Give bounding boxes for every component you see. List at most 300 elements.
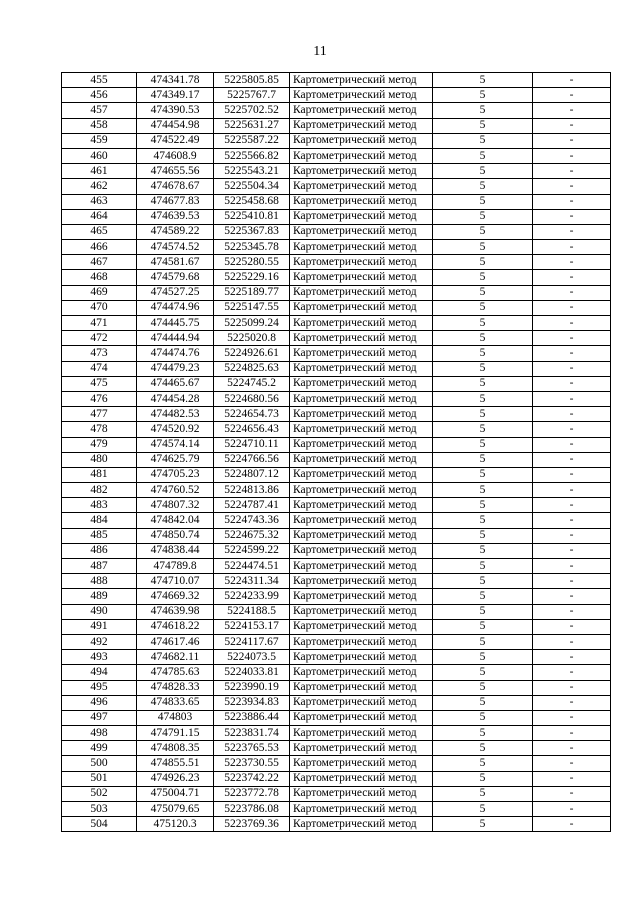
table-row: [62, 604, 611, 619]
method-cell: Картометрический метод: [290, 346, 433, 361]
x-coordinate-cell: 474639.53: [137, 209, 214, 224]
point-number-cell: 462: [62, 179, 137, 194]
table-row: [62, 194, 611, 209]
y-coordinate-cell: 5225410.81: [214, 209, 290, 224]
table-row: [62, 300, 611, 315]
accuracy-cell: 5: [433, 164, 533, 179]
note-cell: -: [533, 710, 611, 725]
note-cell: -: [533, 756, 611, 771]
x-coordinate-cell: 475079.65: [137, 802, 214, 817]
x-coordinate-cell: 474454.98: [137, 118, 214, 133]
y-coordinate-cell: 5225020.8: [214, 331, 290, 346]
point-number-cell: 459: [62, 133, 137, 148]
note-cell: -: [533, 771, 611, 786]
accuracy-cell: 5: [433, 604, 533, 619]
note-cell: -: [533, 270, 611, 285]
accuracy-cell: 5: [433, 665, 533, 680]
method-cell: Картометрический метод: [290, 437, 433, 452]
accuracy-cell: 5: [433, 589, 533, 604]
method-cell: Картометрический метод: [290, 695, 433, 710]
table-row: [62, 619, 611, 634]
point-number-cell: 496: [62, 695, 137, 710]
accuracy-cell: 5: [433, 148, 533, 163]
method-cell: Картометрический метод: [290, 194, 433, 209]
table-row: [62, 270, 611, 285]
accuracy-cell: 5: [433, 391, 533, 406]
x-coordinate-cell: 474838.44: [137, 543, 214, 558]
point-number-cell: 475: [62, 376, 137, 391]
accuracy-cell: 5: [433, 634, 533, 649]
point-number-cell: 478: [62, 422, 137, 437]
x-coordinate-cell: 474390.53: [137, 103, 214, 118]
method-cell: Картометрический метод: [290, 513, 433, 528]
note-cell: -: [533, 422, 611, 437]
accuracy-cell: 5: [433, 756, 533, 771]
table-row: [62, 665, 611, 680]
table-row: [62, 710, 611, 725]
x-coordinate-cell: 474520.92: [137, 422, 214, 437]
note-cell: -: [533, 255, 611, 270]
note-cell: -: [533, 695, 611, 710]
accuracy-cell: 5: [433, 224, 533, 239]
method-cell: Картометрический метод: [290, 619, 433, 634]
x-coordinate-cell: 474527.25: [137, 285, 214, 300]
accuracy-cell: 5: [433, 741, 533, 756]
y-coordinate-cell: 5225458.68: [214, 194, 290, 209]
table-row: [62, 771, 611, 786]
accuracy-cell: 5: [433, 802, 533, 817]
table-row: [62, 407, 611, 422]
note-cell: -: [533, 543, 611, 558]
accuracy-cell: 5: [433, 240, 533, 255]
accuracy-cell: 5: [433, 88, 533, 103]
point-number-cell: 463: [62, 194, 137, 209]
x-coordinate-cell: 474785.63: [137, 665, 214, 680]
note-cell: -: [533, 300, 611, 315]
point-number-cell: 485: [62, 528, 137, 543]
x-coordinate-cell: 474479.23: [137, 361, 214, 376]
method-cell: Картометрический метод: [290, 786, 433, 801]
method-cell: Картометрический метод: [290, 73, 433, 88]
method-cell: Картометрический метод: [290, 103, 433, 118]
note-cell: -: [533, 680, 611, 695]
note-cell: -: [533, 148, 611, 163]
y-coordinate-cell: 5223831.74: [214, 726, 290, 741]
y-coordinate-cell: 5223730.55: [214, 756, 290, 771]
point-number-cell: 490: [62, 604, 137, 619]
point-number-cell: 461: [62, 164, 137, 179]
y-coordinate-cell: 5225587.22: [214, 133, 290, 148]
y-coordinate-cell: 5224807.12: [214, 467, 290, 482]
method-cell: Картометрический метод: [290, 285, 433, 300]
point-number-cell: 473: [62, 346, 137, 361]
x-coordinate-cell: 474677.83: [137, 194, 214, 209]
x-coordinate-cell: 474608.9: [137, 148, 214, 163]
note-cell: -: [533, 786, 611, 801]
point-number-cell: 503: [62, 802, 137, 817]
accuracy-cell: 5: [433, 194, 533, 209]
point-number-cell: 465: [62, 224, 137, 239]
point-number-cell: 494: [62, 665, 137, 680]
method-cell: Картометрический метод: [290, 771, 433, 786]
method-cell: Картометрический метод: [290, 498, 433, 513]
method-cell: Картометрический метод: [290, 255, 433, 270]
method-cell: Картометрический метод: [290, 148, 433, 163]
point-number-cell: 474: [62, 361, 137, 376]
point-number-cell: 488: [62, 574, 137, 589]
table-row: [62, 726, 611, 741]
note-cell: -: [533, 209, 611, 224]
method-cell: Картометрический метод: [290, 559, 433, 574]
note-cell: -: [533, 589, 611, 604]
y-coordinate-cell: 5225147.55: [214, 300, 290, 315]
point-number-cell: 458: [62, 118, 137, 133]
accuracy-cell: 5: [433, 771, 533, 786]
x-coordinate-cell: 474444.94: [137, 331, 214, 346]
x-coordinate-cell: 474842.04: [137, 513, 214, 528]
accuracy-cell: 5: [433, 786, 533, 801]
y-coordinate-cell: 5224233.99: [214, 589, 290, 604]
accuracy-cell: 5: [433, 710, 533, 725]
accuracy-cell: 5: [433, 209, 533, 224]
note-cell: -: [533, 498, 611, 513]
point-number-cell: 500: [62, 756, 137, 771]
y-coordinate-cell: 5223742.22: [214, 771, 290, 786]
x-coordinate-cell: 474341.78: [137, 73, 214, 88]
method-cell: Картометрический метод: [290, 467, 433, 482]
y-coordinate-cell: 5224787.41: [214, 498, 290, 513]
table-row: [62, 316, 611, 331]
method-cell: Картометрический метод: [290, 710, 433, 725]
table-row: [62, 680, 611, 695]
table-row: [62, 513, 611, 528]
accuracy-cell: 5: [433, 437, 533, 452]
point-number-cell: 479: [62, 437, 137, 452]
accuracy-cell: 5: [433, 285, 533, 300]
method-cell: Картометрический метод: [290, 179, 433, 194]
accuracy-cell: 5: [433, 376, 533, 391]
note-cell: -: [533, 741, 611, 756]
table-row: [62, 376, 611, 391]
note-cell: -: [533, 391, 611, 406]
x-coordinate-cell: 474682.11: [137, 650, 214, 665]
y-coordinate-cell: 5224599.22: [214, 543, 290, 558]
point-number-cell: 460: [62, 148, 137, 163]
x-coordinate-cell: 474474.96: [137, 300, 214, 315]
y-coordinate-cell: 5225189.77: [214, 285, 290, 300]
y-coordinate-cell: 5225345.78: [214, 240, 290, 255]
accuracy-cell: 5: [433, 103, 533, 118]
note-cell: -: [533, 467, 611, 482]
point-number-cell: 491: [62, 619, 137, 634]
point-number-cell: 472: [62, 331, 137, 346]
x-coordinate-cell: 474454.28: [137, 391, 214, 406]
y-coordinate-cell: 5225767.7: [214, 88, 290, 103]
point-number-cell: 469: [62, 285, 137, 300]
method-cell: Картометрический метод: [290, 802, 433, 817]
method-cell: Картометрический метод: [290, 574, 433, 589]
y-coordinate-cell: 5223886.44: [214, 710, 290, 725]
x-coordinate-cell: 474926.23: [137, 771, 214, 786]
note-cell: -: [533, 224, 611, 239]
method-cell: Картометрический метод: [290, 376, 433, 391]
table-row: [62, 164, 611, 179]
table-row: [62, 437, 611, 452]
method-cell: Картометрический метод: [290, 756, 433, 771]
accuracy-cell: 5: [433, 574, 533, 589]
x-coordinate-cell: 474760.52: [137, 483, 214, 498]
note-cell: -: [533, 407, 611, 422]
point-number-cell: 502: [62, 786, 137, 801]
note-cell: -: [533, 103, 611, 118]
note-cell: -: [533, 331, 611, 346]
x-coordinate-cell: 474618.22: [137, 619, 214, 634]
method-cell: Картометрический метод: [290, 270, 433, 285]
point-number-cell: 497: [62, 710, 137, 725]
method-cell: Картометрический метод: [290, 665, 433, 680]
method-cell: Картометрический метод: [290, 316, 433, 331]
point-number-cell: 464: [62, 209, 137, 224]
y-coordinate-cell: 5223772.78: [214, 786, 290, 801]
x-coordinate-cell: 475120.3: [137, 817, 214, 832]
table-row: [62, 118, 611, 133]
table-row: [62, 483, 611, 498]
note-cell: -: [533, 361, 611, 376]
point-number-cell: 477: [62, 407, 137, 422]
x-coordinate-cell: 474850.74: [137, 528, 214, 543]
x-coordinate-cell: 474639.98: [137, 604, 214, 619]
point-number-cell: 455: [62, 73, 137, 88]
table-row: [62, 255, 611, 270]
note-cell: -: [533, 164, 611, 179]
y-coordinate-cell: 5224188.5: [214, 604, 290, 619]
accuracy-cell: 5: [433, 498, 533, 513]
note-cell: -: [533, 619, 611, 634]
table-row: [62, 528, 611, 543]
table-row: [62, 88, 611, 103]
y-coordinate-cell: 5225280.55: [214, 255, 290, 270]
accuracy-cell: 5: [433, 73, 533, 88]
y-coordinate-cell: 5224813.86: [214, 483, 290, 498]
point-number-cell: 489: [62, 589, 137, 604]
table-row: [62, 422, 611, 437]
table-row: [62, 802, 611, 817]
accuracy-cell: 5: [433, 270, 533, 285]
accuracy-cell: 5: [433, 726, 533, 741]
accuracy-cell: 5: [433, 118, 533, 133]
coordinates-table: [61, 72, 611, 832]
y-coordinate-cell: 5225566.82: [214, 148, 290, 163]
accuracy-cell: 5: [433, 559, 533, 574]
x-coordinate-cell: 474625.79: [137, 452, 214, 467]
note-cell: -: [533, 285, 611, 300]
table-row: [62, 589, 611, 604]
table-row: [62, 285, 611, 300]
table-row: [62, 133, 611, 148]
x-coordinate-cell: 474579.68: [137, 270, 214, 285]
note-cell: -: [533, 179, 611, 194]
note-cell: -: [533, 88, 611, 103]
table-body: [62, 73, 611, 832]
method-cell: Картометрический метод: [290, 528, 433, 543]
y-coordinate-cell: 5223990.19: [214, 680, 290, 695]
method-cell: Картометрический метод: [290, 300, 433, 315]
y-coordinate-cell: 5225229.16: [214, 270, 290, 285]
note-cell: -: [533, 346, 611, 361]
note-cell: -: [533, 437, 611, 452]
note-cell: -: [533, 376, 611, 391]
y-coordinate-cell: 5224743.36: [214, 513, 290, 528]
accuracy-cell: 5: [433, 483, 533, 498]
note-cell: -: [533, 817, 611, 832]
x-coordinate-cell: 474669.32: [137, 589, 214, 604]
x-coordinate-cell: 474808.35: [137, 741, 214, 756]
y-coordinate-cell: 5224117.67: [214, 634, 290, 649]
method-cell: Картометрический метод: [290, 817, 433, 832]
note-cell: -: [533, 316, 611, 331]
x-coordinate-cell: 474581.67: [137, 255, 214, 270]
method-cell: Картометрический метод: [290, 650, 433, 665]
table-row: [62, 331, 611, 346]
accuracy-cell: 5: [433, 316, 533, 331]
table-row: [62, 559, 611, 574]
point-number-cell: 498: [62, 726, 137, 741]
page-number: 11: [313, 44, 327, 59]
point-number-cell: 487: [62, 559, 137, 574]
table-row: [62, 467, 611, 482]
note-cell: -: [533, 118, 611, 133]
accuracy-cell: 5: [433, 817, 533, 832]
note-cell: -: [533, 726, 611, 741]
method-cell: Картометрический метод: [290, 741, 433, 756]
accuracy-cell: 5: [433, 133, 533, 148]
method-cell: Картометрический метод: [290, 589, 433, 604]
y-coordinate-cell: 5224311.34: [214, 574, 290, 589]
note-cell: -: [533, 559, 611, 574]
x-coordinate-cell: 474833.65: [137, 695, 214, 710]
y-coordinate-cell: 5224073.5: [214, 650, 290, 665]
table-row: [62, 391, 611, 406]
method-cell: Картометрический метод: [290, 391, 433, 406]
method-cell: Картометрический метод: [290, 422, 433, 437]
point-number-cell: 457: [62, 103, 137, 118]
table-row: [62, 240, 611, 255]
point-number-cell: 484: [62, 513, 137, 528]
note-cell: -: [533, 634, 611, 649]
table-row: [62, 543, 611, 558]
y-coordinate-cell: 5225702.52: [214, 103, 290, 118]
x-coordinate-cell: 474445.75: [137, 316, 214, 331]
x-coordinate-cell: 474710.07: [137, 574, 214, 589]
point-number-cell: 499: [62, 741, 137, 756]
accuracy-cell: 5: [433, 407, 533, 422]
point-number-cell: 495: [62, 680, 137, 695]
y-coordinate-cell: 5224926.61: [214, 346, 290, 361]
table-row: [62, 103, 611, 118]
note-cell: -: [533, 513, 611, 528]
accuracy-cell: 5: [433, 543, 533, 558]
x-coordinate-cell: 474589.22: [137, 224, 214, 239]
point-number-cell: 504: [62, 817, 137, 832]
x-coordinate-cell: 474574.14: [137, 437, 214, 452]
y-coordinate-cell: 5224474.51: [214, 559, 290, 574]
method-cell: Картометрический метод: [290, 361, 433, 376]
accuracy-cell: 5: [433, 300, 533, 315]
note-cell: -: [533, 650, 611, 665]
point-number-cell: 468: [62, 270, 137, 285]
x-coordinate-cell: 474349.17: [137, 88, 214, 103]
accuracy-cell: 5: [433, 179, 533, 194]
note-cell: -: [533, 73, 611, 88]
y-coordinate-cell: 5225543.21: [214, 164, 290, 179]
method-cell: Картометрический метод: [290, 209, 433, 224]
y-coordinate-cell: 5224033.81: [214, 665, 290, 680]
accuracy-cell: 5: [433, 361, 533, 376]
y-coordinate-cell: 5224680.56: [214, 391, 290, 406]
y-coordinate-cell: 5225099.24: [214, 316, 290, 331]
point-number-cell: 467: [62, 255, 137, 270]
table-row: [62, 498, 611, 513]
table-row: [62, 179, 611, 194]
y-coordinate-cell: 5224710.11: [214, 437, 290, 452]
point-number-cell: 493: [62, 650, 137, 665]
x-coordinate-cell: 474803: [137, 710, 214, 725]
point-number-cell: 471: [62, 316, 137, 331]
table-row: [62, 756, 611, 771]
x-coordinate-cell: 474482.53: [137, 407, 214, 422]
note-cell: -: [533, 452, 611, 467]
table-row: [62, 786, 611, 801]
method-cell: Картометрический метод: [290, 407, 433, 422]
y-coordinate-cell: 5223765.53: [214, 741, 290, 756]
accuracy-cell: 5: [433, 650, 533, 665]
table-row: [62, 148, 611, 163]
note-cell: -: [533, 483, 611, 498]
y-coordinate-cell: 5224656.43: [214, 422, 290, 437]
x-coordinate-cell: 474617.46: [137, 634, 214, 649]
note-cell: -: [533, 240, 611, 255]
accuracy-cell: 5: [433, 528, 533, 543]
accuracy-cell: 5: [433, 680, 533, 695]
x-coordinate-cell: 474807.32: [137, 498, 214, 513]
table-row: [62, 695, 611, 710]
x-coordinate-cell: 475004.71: [137, 786, 214, 801]
accuracy-cell: 5: [433, 331, 533, 346]
y-coordinate-cell: 5225805.85: [214, 73, 290, 88]
table-row: [62, 574, 611, 589]
point-number-cell: 483: [62, 498, 137, 513]
x-coordinate-cell: 474791.15: [137, 726, 214, 741]
method-cell: Картометрический метод: [290, 483, 433, 498]
table-row: [62, 741, 611, 756]
y-coordinate-cell: 5224153.17: [214, 619, 290, 634]
x-coordinate-cell: 474705.23: [137, 467, 214, 482]
method-cell: Картометрический метод: [290, 224, 433, 239]
method-cell: Картометрический метод: [290, 164, 433, 179]
point-number-cell: 456: [62, 88, 137, 103]
point-number-cell: 466: [62, 240, 137, 255]
x-coordinate-cell: 474789.8: [137, 559, 214, 574]
x-coordinate-cell: 474855.51: [137, 756, 214, 771]
accuracy-cell: 5: [433, 346, 533, 361]
accuracy-cell: 5: [433, 619, 533, 634]
note-cell: -: [533, 133, 611, 148]
method-cell: Картометрический метод: [290, 133, 433, 148]
method-cell: Картометрический метод: [290, 726, 433, 741]
accuracy-cell: 5: [433, 695, 533, 710]
method-cell: Картометрический метод: [290, 634, 433, 649]
y-coordinate-cell: 5223769.36: [214, 817, 290, 832]
